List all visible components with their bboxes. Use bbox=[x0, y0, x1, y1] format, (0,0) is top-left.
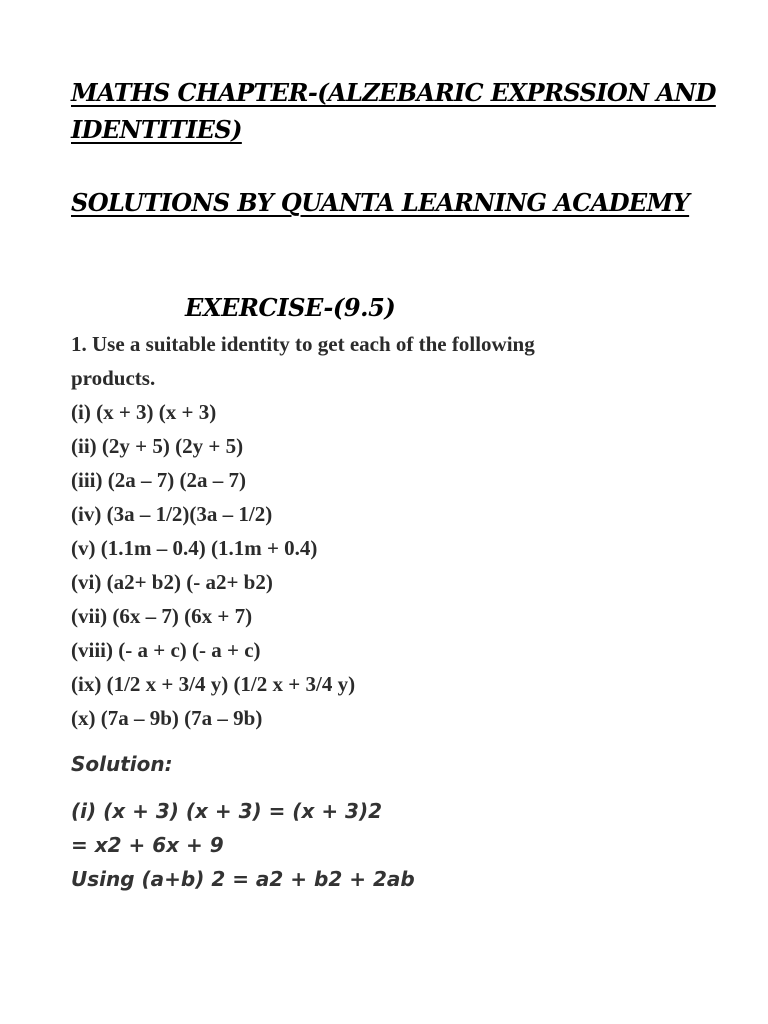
question-item-10: (x) (7a – 9b) (7a – 9b) bbox=[71, 706, 263, 730]
document-title: MATHS CHAPTER-(ALZEBARIC EXPRSSION AND IDENTITIES) bbox=[71, 78, 716, 144]
solution-line-2: = x2 + 6x + 9 bbox=[71, 833, 224, 857]
question-text-line-1: 1. Use a suitable identity to get each of the following bbox=[71, 332, 535, 356]
question-item-4: (iv) (3a – 1/2)(3a – 1/2) bbox=[71, 502, 273, 526]
solution-line-3: Using (a+b) 2 = a2 + b2 + 2ab bbox=[71, 867, 415, 891]
solution-label: Solution: bbox=[71, 752, 173, 776]
question-text-line-2: products. bbox=[71, 366, 156, 390]
question-item-3: (iii) (2a – 7) (2a – 7) bbox=[71, 468, 246, 492]
question-block bbox=[71, 327, 711, 735]
question-item-5: (v) (1.1m – 0.4) (1.1m + 0.4) bbox=[71, 536, 318, 560]
document-subtitle: SOLUTIONS BY QUANTA LEARNING ACADEMY bbox=[71, 188, 690, 217]
exercise-heading: EXERCISE-(9.5) bbox=[185, 293, 396, 322]
question-item-1: (i) (x + 3) (x + 3) bbox=[71, 400, 217, 424]
question-item-6: (vi) (a2+ b2) (- a2+ b2) bbox=[71, 570, 273, 594]
question-item-9: (ix) (1/2 x + 3/4 y) (1/2 x + 3/4 y) bbox=[71, 672, 356, 696]
question-item-8: (viii) (- a + c) (- a + c) bbox=[71, 638, 261, 662]
solution-line-1: (i) (x + 3) (x + 3) = (x + 3)2 bbox=[71, 799, 383, 823]
solution-block bbox=[71, 746, 711, 896]
question-item-7: (vii) (6x – 7) (6x + 7) bbox=[71, 604, 253, 628]
question-item-2: (ii) (2y + 5) (2y + 5) bbox=[71, 434, 244, 458]
